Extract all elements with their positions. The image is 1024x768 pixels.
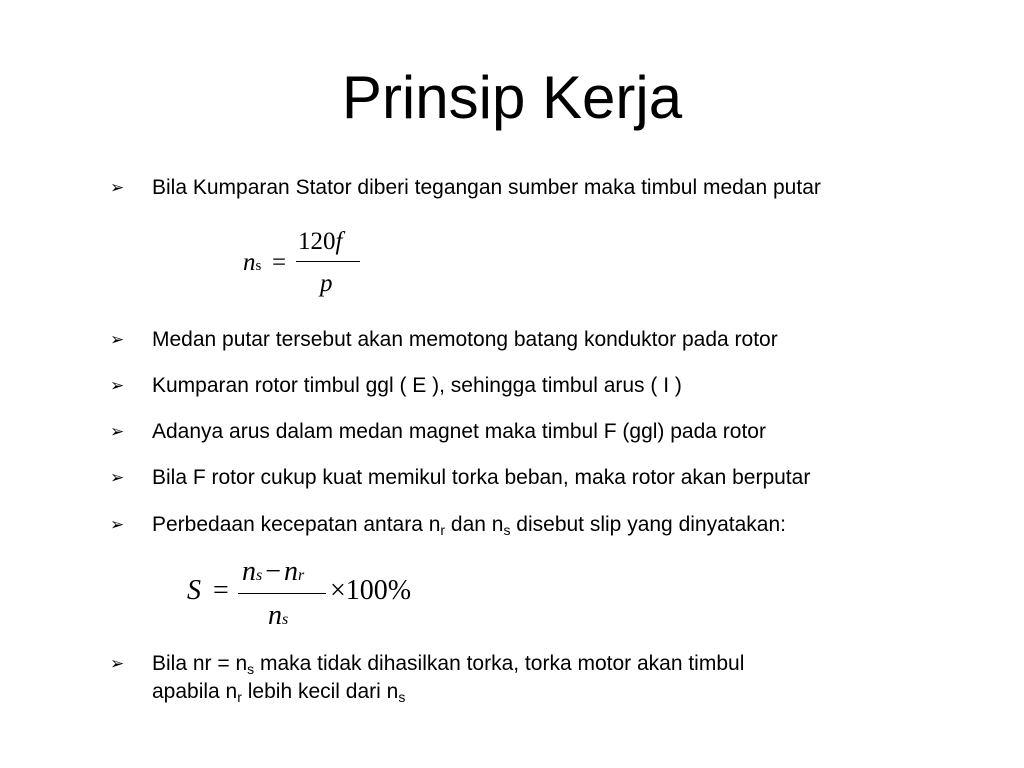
slide-title: Prinsip Kerja (341, 64, 683, 131)
bullet-text-line-2: apabila $n_r$ lebih kecil dari $n_s$ (152, 680, 406, 705)
arrow-bullet-icon: ➢ (110, 178, 125, 197)
arrow-bullet-icon: ➢ (110, 376, 125, 395)
formula-variable-f: f (335, 228, 343, 255)
bullet-text: Perbedaan kecepatan antara $n_r$ dan $n_s$ disebut slip yang dinyatakan: (152, 513, 786, 538)
arrow-bullet-icon: ➢ (110, 468, 125, 487)
formula-ns-numerator (298, 228, 342, 256)
formula-slip-lhs: S (187, 575, 201, 606)
formula-slip-equals: = (213, 575, 229, 606)
formula-slip-numerator: ns − nr (242, 556, 305, 587)
formula-ns-denominator (320, 270, 333, 298)
bullet-text: Bila F rotor cukup kuat memikul torka beban, maka rotor akan berputar (152, 466, 811, 489)
bullet-text: Medan putar tersebut akan memotong batang konduktor pada rotor (152, 328, 778, 351)
arrow-bullet-icon: ➢ (110, 515, 125, 534)
arrow-bullet-icon: ➢ (110, 654, 125, 673)
arrow-bullet-icon: ➢ (110, 330, 125, 349)
bullet-text: Adanya arus dalam medan magnet maka timbul F (ggl) pada rotor (152, 420, 766, 443)
bullet-text: Kumparan rotor timbul ggl ( E ), sehingga timbul arus ( I ) (152, 374, 682, 397)
formula-number-120: 120 (298, 228, 336, 255)
bullet-text: Bila Kumparan Stator diberi tegangan sumber maka timbul medan putar (152, 176, 821, 199)
formula-ns-lhs (243, 250, 261, 279)
arrow-bullet-icon: ➢ (110, 422, 125, 441)
formula-subscript-s: s (255, 258, 262, 274)
formula-variable-p: p (320, 270, 333, 297)
formula-slip-fraction-bar (238, 593, 326, 594)
formula-variable-n: n (243, 249, 256, 276)
bullet-text-line-1: Bila nr = $n_s$ maka tidak dihasilkan torka, torka motor akan timbul (152, 652, 745, 677)
formula-slip-times-100-percent: ×100% (330, 575, 412, 606)
formula-ns-equals: = (272, 249, 287, 276)
formula-slip-denominator: ns (268, 600, 289, 631)
formula-ns-fraction-bar (296, 261, 360, 262)
